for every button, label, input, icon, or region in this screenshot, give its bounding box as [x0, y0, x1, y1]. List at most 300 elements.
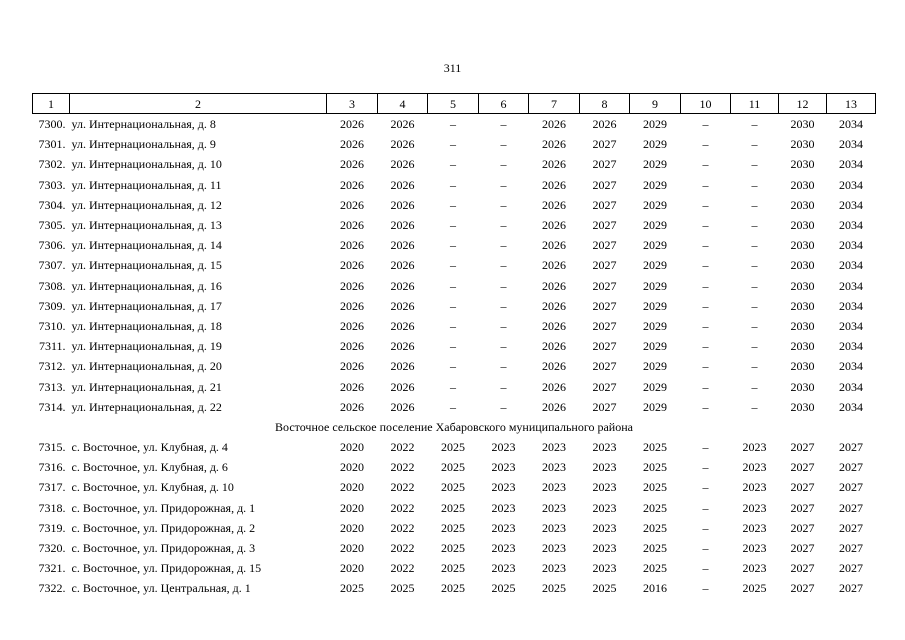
year-cell: 2027	[592, 218, 617, 233]
row-number: 7303.	[38, 177, 66, 192]
year-cell: 2025	[441, 480, 465, 495]
year-cell: –	[751, 298, 758, 313]
table-row	[33, 276, 876, 296]
year-cell: 2030	[790, 177, 815, 192]
row-number: 7315.	[38, 440, 66, 455]
year-cell: 2025	[491, 581, 516, 596]
year-cell: 2027	[592, 318, 617, 333]
year-cell: –	[702, 399, 709, 414]
row-number: 7321.	[38, 561, 66, 576]
year-cell: 2026	[390, 238, 415, 253]
year-cell: –	[702, 460, 709, 475]
year-cell: –	[500, 177, 507, 192]
year-cell: 2026	[340, 157, 364, 172]
year-cell: 2030	[790, 137, 815, 152]
year-cell: 2029	[643, 218, 667, 233]
table-row	[33, 518, 876, 538]
year-cell: –	[702, 218, 709, 233]
row-number: 7300.	[38, 117, 66, 132]
year-cell: 2030	[790, 117, 815, 132]
table-row	[33, 558, 876, 578]
year-cell: 2026	[340, 218, 364, 233]
table-row	[33, 336, 876, 356]
row-number: 7308.	[38, 278, 66, 293]
row-number: 7309.	[38, 298, 66, 313]
table-row	[33, 296, 876, 316]
year-cell: 2034	[839, 339, 863, 354]
year-cell: 2026	[390, 379, 415, 394]
year-cell: –	[702, 117, 709, 132]
year-cell: 2029	[643, 137, 667, 152]
year-cell: 2023	[592, 500, 617, 515]
year-cell: –	[450, 278, 456, 293]
year-cell: 2025	[441, 561, 465, 576]
year-cell: 2025	[643, 480, 667, 495]
year-cell: 2026	[542, 238, 566, 253]
year-cell: 2026	[390, 117, 415, 132]
address-cell: с. Восточное, ул. Придорожная, д. 2	[71, 520, 256, 535]
year-cell: 2027	[592, 258, 617, 273]
address-cell: ул. Интернациональная, д. 17	[71, 298, 222, 313]
address-cell: ул. Интернациональная, д. 11	[71, 177, 222, 192]
row-number: 7313.	[38, 379, 66, 394]
year-cell: 2026	[340, 399, 364, 414]
row-number: 7314.	[38, 399, 66, 414]
year-cell: –	[450, 197, 456, 212]
year-cell: 2026	[340, 238, 364, 253]
year-cell: 2027	[790, 500, 815, 515]
year-cell: 2022	[390, 561, 415, 576]
year-cell: –	[500, 157, 507, 172]
table-row	[33, 235, 876, 255]
year-cell: 2023	[491, 500, 516, 515]
year-cell: 2029	[643, 197, 667, 212]
year-cell: 2026	[390, 339, 415, 354]
table-row	[33, 578, 876, 598]
year-cell: 2025	[441, 520, 465, 535]
year-cell: –	[702, 197, 709, 212]
header-cell: 12	[779, 94, 827, 114]
year-cell: –	[450, 218, 456, 233]
year-cell: 2026	[340, 298, 364, 313]
year-cell: –	[450, 177, 456, 192]
header-cell: 8	[580, 94, 630, 114]
row-number: 7302.	[38, 157, 66, 172]
year-cell: 2023	[742, 541, 767, 556]
year-cell: 2022	[390, 520, 415, 535]
address-cell: с. Восточное, ул. Придорожная, д. 3	[71, 541, 256, 556]
row-number: 7305.	[38, 218, 66, 233]
year-cell: 2027	[790, 460, 815, 475]
year-cell: 2020	[340, 520, 364, 535]
year-cell: 2023	[542, 460, 566, 475]
year-cell: –	[751, 238, 758, 253]
header-cell: 10	[681, 94, 731, 114]
year-cell: 2026	[340, 318, 364, 333]
header-cell: 4	[378, 94, 428, 114]
year-cell: 2030	[790, 359, 815, 374]
year-cell: 2025	[742, 581, 767, 596]
year-cell: 2026	[340, 278, 364, 293]
year-cell: –	[500, 238, 507, 253]
year-cell: 2025	[441, 500, 465, 515]
year-cell: –	[500, 359, 507, 374]
year-cell: 2025	[643, 460, 667, 475]
year-cell: 2023	[542, 561, 566, 576]
section-heading: Восточное сельское поселение Хабаровского муниципального района	[275, 419, 633, 434]
year-cell: 2025	[441, 581, 465, 596]
year-cell: 2026	[542, 137, 566, 152]
year-cell: 2026	[390, 157, 415, 172]
header-cell: 9	[630, 94, 681, 114]
year-cell: 2026	[390, 197, 415, 212]
year-cell: 2029	[643, 258, 667, 273]
year-cell: –	[500, 197, 507, 212]
year-cell: 2025	[340, 581, 364, 596]
table-row	[33, 356, 876, 376]
year-cell: 2029	[643, 117, 667, 132]
year-cell: –	[450, 258, 456, 273]
year-cell: 2022	[390, 500, 415, 515]
year-cell: 2026	[340, 137, 364, 152]
year-cell: 2029	[643, 339, 667, 354]
year-cell: 2023	[491, 561, 516, 576]
table-row	[33, 316, 876, 336]
year-cell: 2027	[839, 581, 863, 596]
year-cell: 2025	[441, 541, 465, 556]
year-cell: 2025	[643, 561, 667, 576]
year-cell: 2027	[592, 379, 617, 394]
year-cell: 2025	[542, 581, 566, 596]
year-cell: 2026	[390, 318, 415, 333]
year-cell: 2023	[592, 480, 617, 495]
table-body	[33, 114, 876, 599]
address-cell: ул. Интернациональная, д. 8	[71, 117, 216, 132]
year-cell: 2027	[592, 197, 617, 212]
year-cell: 2025	[643, 520, 667, 535]
year-cell: 2034	[839, 278, 863, 293]
year-cell: 2027	[839, 480, 863, 495]
table-row	[33, 154, 876, 174]
address-cell: с. Восточное, ул. Клубная, д. 4	[71, 440, 228, 455]
year-cell: 2029	[643, 399, 667, 414]
year-cell: 2034	[839, 318, 863, 333]
year-cell: 2023	[542, 480, 566, 495]
year-cell: 2026	[542, 318, 566, 333]
year-cell: 2025	[441, 460, 465, 475]
year-cell: 2026	[340, 197, 364, 212]
year-cell: 2026	[542, 258, 566, 273]
year-cell: 2034	[839, 157, 863, 172]
table-row	[33, 477, 876, 497]
row-number: 7318.	[38, 500, 66, 515]
row-number: 7311.	[38, 339, 66, 354]
year-cell: 2030	[790, 157, 815, 172]
table-row	[33, 215, 876, 235]
year-cell: 2023	[491, 541, 516, 556]
year-cell: 2030	[790, 258, 815, 273]
row-number: 7320.	[38, 541, 66, 556]
page-number: 311	[443, 61, 462, 75]
year-cell: –	[500, 379, 507, 394]
year-cell: –	[450, 157, 456, 172]
address-cell: ул. Интернациональная, д. 20	[71, 359, 222, 374]
row-number: 7301.	[38, 137, 66, 152]
header-cell: 2	[70, 94, 327, 114]
year-cell: –	[702, 520, 709, 535]
year-cell: 2025	[643, 500, 667, 515]
year-cell: 2016	[643, 581, 667, 596]
year-cell: 2023	[742, 460, 767, 475]
year-cell: 2023	[542, 541, 566, 556]
address-cell: с. Восточное, ул. Придорожная, д. 15	[71, 561, 262, 576]
year-cell: 2027	[592, 157, 617, 172]
year-cell: 2022	[390, 480, 415, 495]
year-cell: 2034	[839, 399, 863, 414]
year-cell: –	[751, 218, 758, 233]
address-cell: ул. Интернациональная, д. 22	[71, 399, 222, 414]
year-cell: 2023	[542, 440, 566, 455]
year-cell: 2023	[742, 480, 767, 495]
year-cell: –	[702, 581, 709, 596]
year-cell: 2023	[592, 520, 617, 535]
year-cell: 2020	[340, 561, 364, 576]
year-cell: 2030	[790, 399, 815, 414]
year-cell: 2023	[742, 500, 767, 515]
year-cell: 2023	[491, 440, 516, 455]
year-cell: 2023	[542, 520, 566, 535]
year-cell: –	[450, 298, 456, 313]
year-cell: 2029	[643, 318, 667, 333]
year-cell: –	[702, 541, 709, 556]
row-number: 7312.	[38, 359, 66, 374]
year-cell: –	[702, 238, 709, 253]
year-cell: –	[702, 177, 709, 192]
year-cell: –	[751, 137, 758, 152]
header-cell: 1	[33, 94, 70, 114]
year-cell: 2027	[839, 440, 863, 455]
year-cell: –	[751, 318, 758, 333]
year-cell: 2026	[390, 177, 415, 192]
year-cell: –	[702, 318, 709, 333]
year-cell: 2027	[790, 561, 815, 576]
year-cell: 2026	[340, 117, 364, 132]
year-cell: 2026	[542, 339, 566, 354]
address-cell: ул. Интернациональная, д. 15	[71, 258, 222, 273]
header-cell: 13	[827, 94, 876, 114]
year-cell: –	[702, 278, 709, 293]
table-row	[33, 376, 876, 396]
year-cell: 2026	[340, 258, 364, 273]
year-cell: 2029	[643, 238, 667, 253]
address-cell: ул. Интернациональная, д. 12	[71, 197, 222, 212]
row-number: 7307.	[38, 258, 66, 273]
year-cell: –	[500, 218, 507, 233]
year-cell: 2027	[592, 278, 617, 293]
year-cell: 2027	[790, 520, 815, 535]
year-cell: 2025	[643, 541, 667, 556]
row-number: 7319.	[38, 520, 66, 535]
row-number: 7310.	[38, 318, 66, 333]
table-header-row	[33, 94, 876, 114]
year-cell: 2026	[542, 117, 566, 132]
year-cell: 2030	[790, 379, 815, 394]
year-cell: 2034	[839, 359, 863, 374]
section-heading-row	[33, 417, 876, 437]
year-cell: 2023	[491, 460, 516, 475]
year-cell: –	[500, 137, 507, 152]
year-cell: 2027	[790, 581, 815, 596]
year-cell: –	[450, 318, 456, 333]
year-cell: 2030	[790, 298, 815, 313]
year-cell: 2034	[839, 137, 863, 152]
year-cell: –	[500, 278, 507, 293]
year-cell: 2025	[643, 440, 667, 455]
year-cell: –	[751, 197, 758, 212]
year-cell: 2026	[390, 258, 415, 273]
year-cell: –	[702, 440, 709, 455]
year-cell: –	[751, 117, 758, 132]
row-number: 7306.	[38, 238, 66, 253]
year-cell: 2027	[592, 177, 617, 192]
year-cell: 2027	[592, 238, 617, 253]
year-cell: 2023	[742, 561, 767, 576]
year-cell: –	[450, 399, 456, 414]
year-cell: –	[702, 480, 709, 495]
row-number: 7316.	[38, 460, 66, 475]
year-cell: 2034	[839, 197, 863, 212]
year-cell: 2026	[390, 298, 415, 313]
year-cell: –	[500, 298, 507, 313]
year-cell: 2027	[592, 298, 617, 313]
year-cell: 2027	[592, 339, 617, 354]
year-cell: –	[751, 399, 758, 414]
address-cell: с. Восточное, ул. Клубная, д. 10	[71, 480, 234, 495]
year-cell: –	[450, 359, 456, 374]
year-cell: 2023	[592, 561, 617, 576]
year-cell: –	[702, 561, 709, 576]
address-cell: ул. Интернациональная, д. 13	[71, 218, 222, 233]
year-cell: 2030	[790, 197, 815, 212]
year-cell: 2029	[643, 359, 667, 374]
year-cell: –	[500, 399, 507, 414]
year-cell: –	[702, 379, 709, 394]
year-cell: 2022	[390, 460, 415, 475]
year-cell: 2030	[790, 218, 815, 233]
year-cell: 2027	[839, 520, 863, 535]
year-cell: 2027	[839, 561, 863, 576]
year-cell: 2025	[592, 581, 617, 596]
year-cell: 2027	[790, 440, 815, 455]
year-cell: 2026	[390, 278, 415, 293]
year-cell: –	[450, 137, 456, 152]
table-row	[33, 255, 876, 275]
year-cell: –	[751, 157, 758, 172]
year-cell: –	[702, 359, 709, 374]
year-cell: 2023	[491, 480, 516, 495]
year-cell: –	[450, 339, 456, 354]
row-number: 7304.	[38, 197, 66, 212]
year-cell: 2030	[790, 339, 815, 354]
year-cell: 2026	[542, 379, 566, 394]
year-cell: 2026	[390, 359, 415, 374]
address-cell: ул. Интернациональная, д. 18	[71, 318, 222, 333]
year-cell: –	[450, 379, 456, 394]
year-cell: 2026	[542, 197, 566, 212]
year-cell: 2026	[390, 218, 415, 233]
year-cell: 2034	[839, 258, 863, 273]
table-row	[33, 498, 876, 518]
year-cell: 2023	[491, 520, 516, 535]
header-cell: 5	[428, 94, 479, 114]
year-cell: 2026	[340, 359, 364, 374]
year-cell: 2026	[340, 379, 364, 394]
year-cell: 2027	[592, 137, 617, 152]
year-cell: –	[751, 339, 758, 354]
year-cell: –	[500, 117, 507, 132]
year-cell: 2027	[839, 541, 863, 556]
address-cell: с. Восточное, ул. Центральная, д. 1	[71, 581, 251, 596]
year-cell: 2029	[643, 157, 667, 172]
year-cell: 2023	[742, 520, 767, 535]
year-cell: –	[751, 258, 758, 273]
table-row	[33, 457, 876, 477]
address-cell: ул. Интернациональная, д. 9	[71, 137, 216, 152]
year-cell: 2026	[542, 278, 566, 293]
header-cell: 11	[731, 94, 779, 114]
year-cell: –	[751, 177, 758, 192]
table-row	[33, 175, 876, 195]
year-cell: 2026	[340, 339, 364, 354]
year-cell: –	[751, 278, 758, 293]
address-cell: ул. Интернациональная, д. 10	[71, 157, 222, 172]
year-cell: 2034	[839, 177, 863, 192]
year-cell: –	[702, 339, 709, 354]
year-cell: 2025	[441, 440, 465, 455]
table-row	[33, 195, 876, 215]
year-cell: 2020	[340, 541, 364, 556]
year-cell: 2027	[592, 359, 617, 374]
schedule-table	[32, 93, 876, 599]
year-cell: 2026	[542, 177, 566, 192]
address-cell: ул. Интернациональная, д. 14	[71, 238, 222, 253]
row-number: 7322.	[38, 581, 66, 596]
address-cell: ул. Интернациональная, д. 19	[71, 339, 222, 354]
table-row	[33, 538, 876, 558]
header-cell: 7	[529, 94, 580, 114]
address-cell: с. Восточное, ул. Придорожная, д. 1	[71, 500, 256, 515]
year-cell: 2030	[790, 278, 815, 293]
year-cell: 2023	[742, 440, 767, 455]
year-cell: 2029	[643, 278, 667, 293]
header-cell: 6	[479, 94, 529, 114]
year-cell: 2034	[839, 117, 863, 132]
year-cell: –	[450, 238, 456, 253]
year-cell: –	[702, 298, 709, 313]
row-number: 7317.	[38, 480, 66, 495]
year-cell: 2026	[542, 298, 566, 313]
table-row	[33, 397, 876, 417]
year-cell: –	[702, 157, 709, 172]
year-cell: 2026	[592, 117, 617, 132]
year-cell: 2030	[790, 318, 815, 333]
address-cell: с. Восточное, ул. Клубная, д. 6	[71, 460, 228, 475]
year-cell: 2023	[592, 541, 617, 556]
year-cell: 2026	[542, 218, 566, 233]
year-cell: –	[450, 117, 456, 132]
year-cell: 2026	[390, 137, 415, 152]
year-cell: –	[500, 318, 507, 333]
